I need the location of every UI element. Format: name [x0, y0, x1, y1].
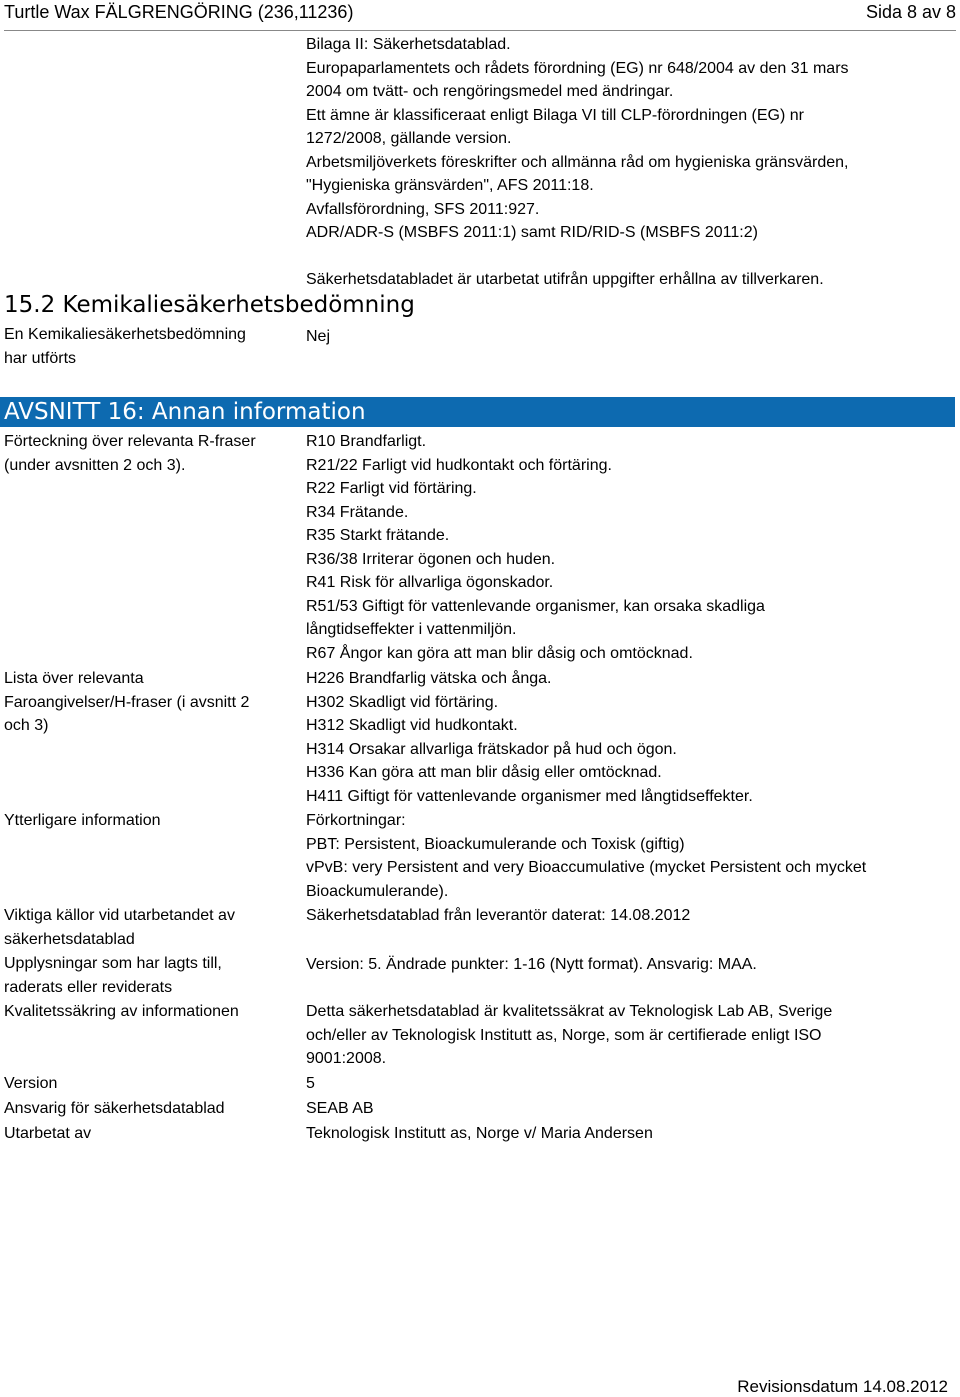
label-line: Ytterligare information	[4, 812, 161, 829]
prepared-value	[306, 1122, 926, 1146]
regulation-line: Arbetsmiljöverkets föreskrifter och allmänna råd om hygieniska gränsvärden,	[306, 153, 849, 171]
regulation-line: Avfallsförordning, SFS 2011:927.	[306, 200, 540, 218]
updates	[306, 953, 926, 977]
info-line: och/eller av Teknologisk Institutt as, Norge, som är certifierade enligt ISO	[306, 1026, 822, 1044]
label-line: och 3)	[4, 717, 49, 734]
label-line: säkerhetsdatablad	[4, 930, 135, 948]
chemical-assessment-value	[306, 325, 926, 349]
label-line: Faroangivelser/H-fraser (i avsnitt 2	[4, 693, 250, 711]
label-line: Version	[4, 1075, 58, 1092]
revision-date: Revisionsdatum 14.08.2012	[737, 1377, 948, 1396]
page-header	[4, 2, 956, 24]
info-line: Teknologisk Institutt as, Norge v/ Maria Andersen	[306, 1125, 653, 1142]
r-phrase: R21/22 Farligt vid hudkontakt och förtäring.	[306, 456, 612, 474]
header-divider	[4, 30, 956, 31]
regulation-line: Bilaga II: Säkerhetsdatablad.	[306, 36, 511, 53]
label-line: Kvalitetssäkring av informationen	[4, 1003, 239, 1020]
h-phrase: H302 Skadligt vid förtäring.	[306, 693, 499, 711]
label-line: Förteckning över relevanta R-fraser	[4, 433, 256, 450]
info-line: Säkerhetsdatablad från leverantör daterat: 14.08.2012	[306, 907, 691, 924]
chemical-assessment-label	[4, 323, 289, 370]
label-line: Ansvarig för säkerhetsdatablad	[4, 1100, 225, 1117]
section-16-heading: AVSNITT 16: Annan information	[0, 397, 955, 427]
version-value	[306, 1072, 926, 1096]
qa-label	[4, 1000, 289, 1024]
info-line: Version: 5. Ändrade punkter: 1-16 (Nytt format). Ansvarig: MAA.	[306, 956, 757, 973]
responsible-label	[4, 1097, 289, 1121]
additional-info-label	[4, 809, 289, 833]
qa-info	[306, 1000, 926, 1071]
label-line: har utförts	[4, 349, 77, 367]
info-line: SEAB AB	[306, 1100, 374, 1117]
regulation-line: 2004 om tvätt- och rengöringsmedel med ändringar.	[306, 83, 674, 100]
sds-note	[306, 268, 926, 292]
label-line: Lista över relevanta	[4, 670, 144, 687]
info-line: vPvB: very Persistent and very Bioaccumulative (mycket Persistent och mycket	[306, 859, 867, 876]
r-phrases-label	[4, 430, 289, 477]
regulation-line: Ett ämne är klassificeraat enligt Bilaga VI till CLP-förordningen (EG) nr	[306, 106, 804, 124]
regulation-line: 1272/2008, gällande version.	[306, 130, 512, 147]
regulation-line: "Hygieniska gränsvärden", AFS 2011:18.	[306, 177, 594, 194]
info-line: 5	[306, 1075, 315, 1092]
info-line: Förkortningar:	[306, 812, 406, 829]
additional-info	[306, 809, 926, 903]
regulations-list	[306, 33, 926, 245]
r-phrase: R10 Brandfarligt.	[306, 433, 427, 450]
h-phrase: H312 Skadligt vid hudkontakt.	[306, 717, 518, 734]
r-phrase: långtidseffekter i vattenmiljön.	[306, 621, 517, 638]
r-phrase: R51/53 Giftigt för vattenlevande organismer, kan orsaka skadliga	[306, 597, 765, 615]
sources	[306, 904, 926, 928]
regulation-line: ADR/ADR-S (MSBFS 2011:1) samt RID/RID-S (MSBFS 2011:2)	[306, 224, 758, 241]
section-15-2-heading: 15.2 Kemikaliesäkerhetsbedömning	[4, 292, 415, 318]
r-phrase: R22 Farligt vid förtäring.	[306, 480, 477, 497]
label-line: Upplysningar som har lagts till,	[4, 955, 222, 972]
h-phrase: H314 Orsakar allvarliga frätskador på hud och ögon.	[306, 740, 677, 758]
regulation-line: Europaparlamentets och rådets förordning (EG) nr 648/2004 av den 31 mars	[306, 59, 849, 77]
r-phrase: R41 Risk för allvarliga ögonskador.	[306, 574, 554, 591]
responsible-value	[306, 1097, 926, 1121]
h-phrases-list	[306, 667, 926, 808]
r-phrase: R67 Ångor kan göra att man blir dåsig och omtöcknad.	[306, 644, 693, 662]
document-title: Turtle Wax FÄLGRENGÖRING (236,11236)	[4, 2, 354, 22]
version-label	[4, 1072, 289, 1096]
r-phrases-list	[306, 430, 926, 665]
h-phrases-label	[4, 667, 289, 738]
label-line: (under avsnitten 2 och 3).	[4, 456, 186, 474]
r-phrase: R34 Frätande.	[306, 503, 409, 521]
label-line: En Kemikaliesäkerhetsbedömning	[4, 326, 246, 343]
info-line: 9001:2008.	[306, 1050, 387, 1067]
info-line: Bioackumulerande).	[306, 882, 449, 900]
label-line: Viktiga källor vid utarbetandet av	[4, 907, 235, 924]
h-phrase: H226 Brandfarlig vätska och ånga.	[306, 670, 552, 687]
label-line: raderats eller reviderats	[4, 978, 173, 996]
updates-label	[4, 952, 289, 999]
sources-label	[4, 904, 289, 951]
h-phrase: H411 Giftigt för vattenlevande organismer med långtidseffekter.	[306, 787, 753, 805]
h-phrase: H336 Kan göra att man blir dåsig eller omtöcknad.	[306, 764, 662, 781]
page-number: Sida 8 av 8	[865, 2, 956, 22]
info-line: PBT: Persistent, Bioackumulerande och Toxisk (giftig)	[306, 835, 685, 853]
value-text: Nej	[306, 328, 331, 345]
prepared-label	[4, 1122, 289, 1146]
r-phrase: R36/38 Irriterar ögonen och huden.	[306, 550, 556, 568]
label-line: Utarbetat av	[4, 1125, 92, 1142]
info-line: Detta säkerhetsdatablad är kvalitetssäkrat av Teknologisk Lab AB, Sverige	[306, 1003, 833, 1020]
sds-note-text: Säkerhetsdatabladet är utarbetat utifrån uppgifter erhållna av tillverkaren.	[306, 271, 824, 288]
r-phrase: R35 Starkt frätande.	[306, 527, 450, 544]
